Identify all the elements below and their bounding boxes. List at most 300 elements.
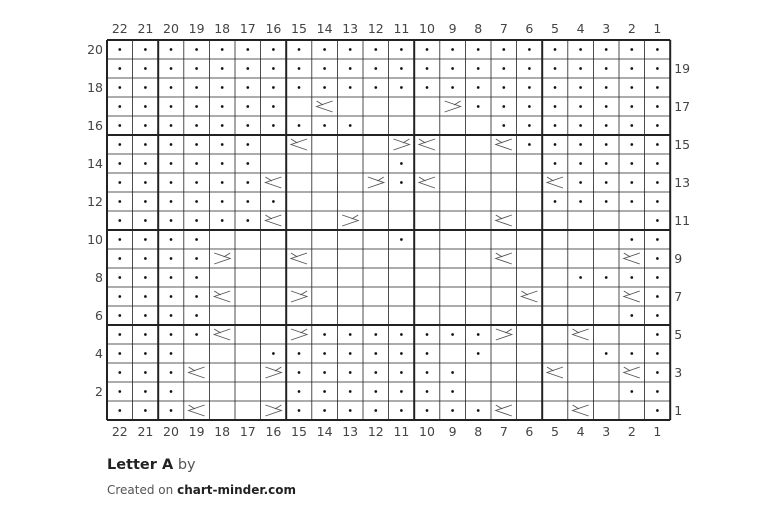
column-number-bottom: 19 — [188, 424, 205, 439]
purl-dot-icon — [451, 67, 454, 70]
purl-dot-icon — [323, 390, 326, 393]
purl-dot-icon — [426, 86, 429, 89]
column-number-bottom: 21 — [137, 424, 154, 439]
purl-dot-icon — [451, 409, 454, 412]
purl-dot-icon — [630, 143, 633, 146]
purl-dot-icon — [118, 333, 121, 336]
purl-dot-icon — [451, 48, 454, 51]
purl-dot-icon — [144, 314, 147, 317]
left-cross-cable-icon — [419, 177, 435, 188]
purl-dot-icon — [323, 124, 326, 127]
purl-dot-icon — [170, 257, 173, 260]
purl-dot-icon — [195, 67, 198, 70]
purl-dot-icon — [144, 181, 147, 184]
purl-dot-icon — [656, 314, 659, 317]
column-number-bottom: 18 — [214, 424, 231, 439]
purl-dot-icon — [144, 162, 147, 165]
purl-dot-icon — [118, 67, 121, 70]
purl-dot-icon — [656, 124, 659, 127]
purl-dot-icon — [528, 86, 531, 89]
column-number-top: 1 — [653, 21, 662, 36]
purl-dot-icon — [118, 200, 121, 203]
purl-dot-icon — [502, 67, 505, 70]
purl-dot-icon — [477, 48, 480, 51]
column-number-top: 11 — [393, 21, 410, 36]
purl-dot-icon — [246, 200, 249, 203]
purl-dot-icon — [195, 219, 198, 222]
purl-dot-icon — [170, 295, 173, 298]
purl-dot-icon — [195, 257, 198, 260]
purl-dot-icon — [579, 48, 582, 51]
row-number-right: 11 — [674, 213, 691, 228]
purl-dot-icon — [323, 67, 326, 70]
purl-dot-icon — [195, 276, 198, 279]
purl-dot-icon — [246, 124, 249, 127]
purl-dot-icon — [221, 200, 224, 203]
purl-dot-icon — [656, 409, 659, 412]
purl-dot-icon — [144, 48, 147, 51]
left-cross-cable-icon — [624, 367, 640, 378]
left-cross-cable-icon — [419, 139, 435, 150]
purl-dot-icon — [630, 124, 633, 127]
chart-title: Letter A — [107, 457, 174, 473]
purl-dot-icon — [426, 390, 429, 393]
purl-dot-icon — [656, 200, 659, 203]
purl-dot-icon — [579, 86, 582, 89]
left-cross-cable-icon — [291, 139, 307, 150]
purl-dot-icon — [656, 295, 659, 298]
purl-dot-icon — [400, 162, 403, 165]
purl-dot-icon — [605, 143, 608, 146]
purl-dot-icon — [451, 333, 454, 336]
purl-dot-icon — [170, 105, 173, 108]
purl-dot-icon — [298, 352, 301, 355]
purl-dot-icon — [426, 352, 429, 355]
purl-dot-icon — [528, 105, 531, 108]
purl-dot-icon — [579, 181, 582, 184]
left-cross-cable-icon — [189, 367, 205, 378]
purl-dot-icon — [451, 371, 454, 374]
column-number-top: 16 — [265, 21, 282, 36]
purl-dot-icon — [426, 67, 429, 70]
purl-dot-icon — [349, 124, 352, 127]
row-number-right: 3 — [674, 365, 683, 380]
purl-dot-icon — [554, 67, 557, 70]
purl-dot-icon — [630, 105, 633, 108]
column-number-bottom: 5 — [551, 424, 559, 439]
right-cross-cable-icon — [291, 329, 307, 340]
purl-dot-icon — [298, 371, 301, 374]
purl-dot-icon — [323, 48, 326, 51]
purl-dot-icon — [374, 86, 377, 89]
left-cross-cable-icon — [317, 101, 333, 112]
column-number-bottom: 1 — [653, 424, 662, 439]
purl-dot-icon — [144, 371, 147, 374]
purl-dot-icon — [630, 276, 633, 279]
right-cross-cable-icon — [291, 291, 307, 302]
purl-dot-icon — [195, 124, 198, 127]
purl-dot-icon — [656, 48, 659, 51]
purl-dot-icon — [195, 86, 198, 89]
row-number-left: 14 — [87, 156, 103, 171]
column-number-top: 4 — [576, 21, 585, 36]
purl-dot-icon — [426, 371, 429, 374]
purl-dot-icon — [400, 67, 403, 70]
purl-dot-icon — [477, 352, 480, 355]
purl-dot-icon — [323, 333, 326, 336]
purl-dot-icon — [605, 105, 608, 108]
left-cross-cable-icon — [573, 329, 589, 340]
column-number-top: 17 — [239, 21, 256, 36]
purl-dot-icon — [579, 162, 582, 165]
row-number-right: 15 — [674, 137, 691, 152]
purl-dot-icon — [400, 86, 403, 89]
purl-dot-icon — [118, 181, 121, 184]
row-number-right: 5 — [674, 327, 683, 342]
purl-dot-icon — [298, 86, 301, 89]
purl-dot-icon — [118, 48, 121, 51]
purl-dot-icon — [144, 67, 147, 70]
row-number-left: 12 — [87, 194, 103, 209]
purl-dot-icon — [579, 276, 582, 279]
purl-dot-icon — [656, 67, 659, 70]
purl-dot-icon — [656, 105, 659, 108]
column-number-bottom: 14 — [316, 424, 333, 439]
row-number-left: 6 — [95, 308, 103, 323]
purl-dot-icon — [246, 86, 249, 89]
purl-dot-icon — [221, 48, 224, 51]
column-number-bottom: 7 — [499, 424, 508, 439]
purl-dot-icon — [579, 124, 582, 127]
purl-dot-icon — [272, 105, 275, 108]
purl-dot-icon — [195, 295, 198, 298]
purl-dot-icon — [630, 352, 633, 355]
site-link[interactable]: chart-minder.com — [177, 483, 296, 497]
purl-dot-icon — [349, 409, 352, 412]
purl-dot-icon — [272, 124, 275, 127]
purl-dot-icon — [656, 276, 659, 279]
column-number-top: 21 — [137, 21, 154, 36]
purl-dot-icon — [528, 67, 531, 70]
purl-dot-icon — [170, 409, 173, 412]
purl-dot-icon — [246, 105, 249, 108]
column-number-bottom: 20 — [163, 424, 179, 439]
purl-dot-icon — [579, 200, 582, 203]
purl-dot-icon — [118, 124, 121, 127]
purl-dot-icon — [605, 67, 608, 70]
purl-dot-icon — [477, 409, 480, 412]
purl-dot-icon — [118, 276, 121, 279]
left-cross-cable-icon — [624, 253, 640, 264]
purl-dot-icon — [144, 333, 147, 336]
purl-dot-icon — [118, 257, 121, 260]
purl-dot-icon — [144, 390, 147, 393]
column-number-top: 13 — [342, 21, 359, 36]
column-number-top: 12 — [367, 21, 384, 36]
purl-dot-icon — [246, 219, 249, 222]
left-cross-cable-icon — [521, 291, 537, 302]
purl-dot-icon — [656, 371, 659, 374]
left-cross-cable-icon — [573, 405, 589, 416]
purl-dot-icon — [118, 105, 121, 108]
purl-dot-icon — [221, 162, 224, 165]
purl-dot-icon — [477, 67, 480, 70]
purl-dot-icon — [374, 390, 377, 393]
purl-dot-icon — [144, 219, 147, 222]
purl-dot-icon — [195, 143, 198, 146]
purl-dot-icon — [400, 238, 403, 241]
purl-dot-icon — [426, 48, 429, 51]
column-number-bottom: 3 — [602, 424, 611, 439]
left-cross-cable-icon — [496, 215, 512, 226]
purl-dot-icon — [298, 409, 301, 412]
purl-dot-icon — [298, 67, 301, 70]
purl-dot-icon — [221, 67, 224, 70]
column-number-bottom: 9 — [448, 424, 457, 439]
left-cross-cable-icon — [547, 177, 563, 188]
purl-dot-icon — [426, 409, 429, 412]
row-number-left: 10 — [87, 232, 103, 247]
purl-dot-icon — [400, 48, 403, 51]
column-number-top: 2 — [627, 21, 636, 36]
purl-dot-icon — [656, 257, 659, 260]
purl-dot-icon — [554, 48, 557, 51]
purl-dot-icon — [630, 390, 633, 393]
purl-dot-icon — [118, 390, 121, 393]
purl-dot-icon — [144, 409, 147, 412]
left-cross-cable-icon — [624, 291, 640, 302]
purl-dot-icon — [170, 352, 173, 355]
row-number-right: 7 — [674, 289, 683, 304]
purl-dot-icon — [118, 238, 121, 241]
purl-dot-icon — [656, 86, 659, 89]
purl-dot-icon — [144, 86, 147, 89]
column-number-bottom: 11 — [393, 424, 410, 439]
purl-dot-icon — [605, 352, 608, 355]
created-on-label: Created on — [107, 483, 174, 497]
purl-dot-icon — [170, 143, 173, 146]
purl-dot-icon — [170, 181, 173, 184]
column-number-top: 3 — [602, 21, 611, 36]
purl-dot-icon — [349, 48, 352, 51]
purl-dot-icon — [349, 67, 352, 70]
left-cross-cable-icon — [547, 367, 563, 378]
left-cross-cable-icon — [214, 291, 230, 302]
purl-dot-icon — [170, 314, 173, 317]
chart-grid — [107, 40, 670, 420]
purl-dot-icon — [221, 143, 224, 146]
purl-dot-icon — [554, 162, 557, 165]
purl-dot-icon — [656, 181, 659, 184]
row-number-left: 18 — [87, 80, 103, 95]
purl-dot-icon — [170, 48, 173, 51]
purl-dot-icon — [400, 333, 403, 336]
purl-dot-icon — [144, 124, 147, 127]
purl-dot-icon — [195, 238, 198, 241]
row-number-right: 17 — [674, 99, 691, 114]
purl-dot-icon — [221, 219, 224, 222]
purl-dot-icon — [554, 124, 557, 127]
chart-title-line — [107, 457, 196, 473]
purl-dot-icon — [170, 238, 173, 241]
right-cross-cable-icon — [496, 329, 512, 340]
row-number-left: 4 — [95, 346, 103, 361]
purl-dot-icon — [170, 124, 173, 127]
purl-dot-icon — [221, 124, 224, 127]
purl-dot-icon — [195, 181, 198, 184]
purl-dot-icon — [400, 181, 403, 184]
purl-dot-icon — [554, 143, 557, 146]
purl-dot-icon — [144, 143, 147, 146]
left-cross-cable-icon — [265, 215, 281, 226]
purl-dot-icon — [656, 219, 659, 222]
left-cross-cable-icon — [265, 177, 281, 188]
purl-dot-icon — [605, 276, 608, 279]
column-number-bottom: 22 — [111, 424, 128, 439]
column-number-top: 19 — [188, 21, 205, 36]
purl-dot-icon — [144, 238, 147, 241]
purl-dot-icon — [605, 48, 608, 51]
purl-dot-icon — [349, 333, 352, 336]
purl-dot-icon — [554, 200, 557, 203]
purl-dot-icon — [170, 390, 173, 393]
purl-dot-icon — [579, 143, 582, 146]
purl-dot-icon — [605, 200, 608, 203]
column-number-top: 7 — [499, 21, 508, 36]
column-number-top: 9 — [448, 21, 457, 36]
left-cross-cable-icon — [496, 405, 512, 416]
purl-dot-icon — [630, 238, 633, 241]
column-number-top: 15 — [291, 21, 307, 36]
purl-dot-icon — [554, 105, 557, 108]
purl-dot-icon — [195, 200, 198, 203]
purl-dot-icon — [323, 352, 326, 355]
right-cross-cable-icon — [393, 139, 409, 150]
purl-dot-icon — [195, 162, 198, 165]
right-cross-cable-icon — [445, 101, 461, 112]
purl-dot-icon — [323, 409, 326, 412]
purl-dot-icon — [221, 86, 224, 89]
purl-dot-icon — [170, 86, 173, 89]
purl-dot-icon — [528, 143, 531, 146]
purl-dot-icon — [477, 86, 480, 89]
purl-dot-icon — [630, 67, 633, 70]
right-cross-cable-icon — [265, 405, 281, 416]
purl-dot-icon — [579, 105, 582, 108]
row-number-left: 2 — [95, 384, 103, 399]
purl-dot-icon — [118, 219, 121, 222]
purl-dot-icon — [118, 86, 121, 89]
column-number-bottom: 2 — [627, 424, 636, 439]
purl-dot-icon — [246, 162, 249, 165]
purl-dot-icon — [195, 105, 198, 108]
purl-dot-icon — [528, 48, 531, 51]
purl-dot-icon — [630, 86, 633, 89]
purl-dot-icon — [272, 86, 275, 89]
purl-dot-icon — [502, 48, 505, 51]
purl-dot-icon — [477, 105, 480, 108]
column-number-top: 18 — [214, 21, 231, 36]
purl-dot-icon — [170, 333, 173, 336]
purl-dot-icon — [630, 48, 633, 51]
purl-dot-icon — [349, 86, 352, 89]
row-number-left: 8 — [95, 270, 103, 285]
purl-dot-icon — [170, 162, 173, 165]
left-cross-cable-icon — [214, 329, 230, 340]
purl-dot-icon — [195, 314, 198, 317]
column-number-top: 10 — [419, 21, 435, 36]
column-number-bottom: 10 — [419, 424, 435, 439]
purl-dot-icon — [502, 105, 505, 108]
purl-dot-icon — [374, 409, 377, 412]
purl-dot-icon — [246, 48, 249, 51]
purl-dot-icon — [477, 333, 480, 336]
row-number-left: 16 — [87, 118, 103, 133]
purl-dot-icon — [528, 124, 531, 127]
column-number-bottom: 13 — [342, 424, 359, 439]
column-number-top: 20 — [163, 21, 179, 36]
purl-dot-icon — [118, 295, 121, 298]
purl-dot-icon — [170, 200, 173, 203]
column-number-top: 5 — [551, 21, 559, 36]
purl-dot-icon — [605, 181, 608, 184]
purl-dot-icon — [118, 352, 121, 355]
purl-dot-icon — [118, 314, 121, 317]
purl-dot-icon — [630, 181, 633, 184]
right-cross-cable-icon — [342, 215, 358, 226]
purl-dot-icon — [426, 333, 429, 336]
purl-dot-icon — [656, 162, 659, 165]
purl-dot-icon — [349, 352, 352, 355]
purl-dot-icon — [374, 48, 377, 51]
purl-dot-icon — [630, 200, 633, 203]
purl-dot-icon — [298, 390, 301, 393]
purl-dot-icon — [246, 67, 249, 70]
purl-dot-icon — [400, 390, 403, 393]
created-on-line — [107, 483, 296, 497]
purl-dot-icon — [170, 371, 173, 374]
purl-dot-icon — [605, 86, 608, 89]
purl-dot-icon — [502, 124, 505, 127]
purl-dot-icon — [272, 67, 275, 70]
purl-dot-icon — [272, 48, 275, 51]
purl-dot-icon — [451, 86, 454, 89]
right-cross-cable-icon — [265, 367, 281, 378]
purl-dot-icon — [579, 67, 582, 70]
purl-dot-icon — [118, 371, 121, 374]
purl-dot-icon — [118, 143, 121, 146]
column-number-bottom: 16 — [265, 424, 282, 439]
column-number-bottom: 15 — [291, 424, 307, 439]
purl-dot-icon — [400, 371, 403, 374]
purl-dot-icon — [272, 200, 275, 203]
purl-dot-icon — [272, 352, 275, 355]
purl-dot-icon — [221, 181, 224, 184]
purl-dot-icon — [630, 314, 633, 317]
purl-dot-icon — [323, 371, 326, 374]
chart-author-by: by — [177, 457, 196, 473]
column-number-top: 22 — [111, 21, 128, 36]
row-number-right: 1 — [674, 403, 683, 418]
right-cross-cable-icon — [368, 177, 384, 188]
purl-dot-icon — [502, 86, 505, 89]
purl-dot-icon — [195, 333, 198, 336]
purl-dot-icon — [656, 352, 659, 355]
left-cross-cable-icon — [496, 139, 512, 150]
column-number-bottom: 6 — [525, 424, 534, 439]
left-cross-cable-icon — [291, 253, 307, 264]
purl-dot-icon — [605, 124, 608, 127]
